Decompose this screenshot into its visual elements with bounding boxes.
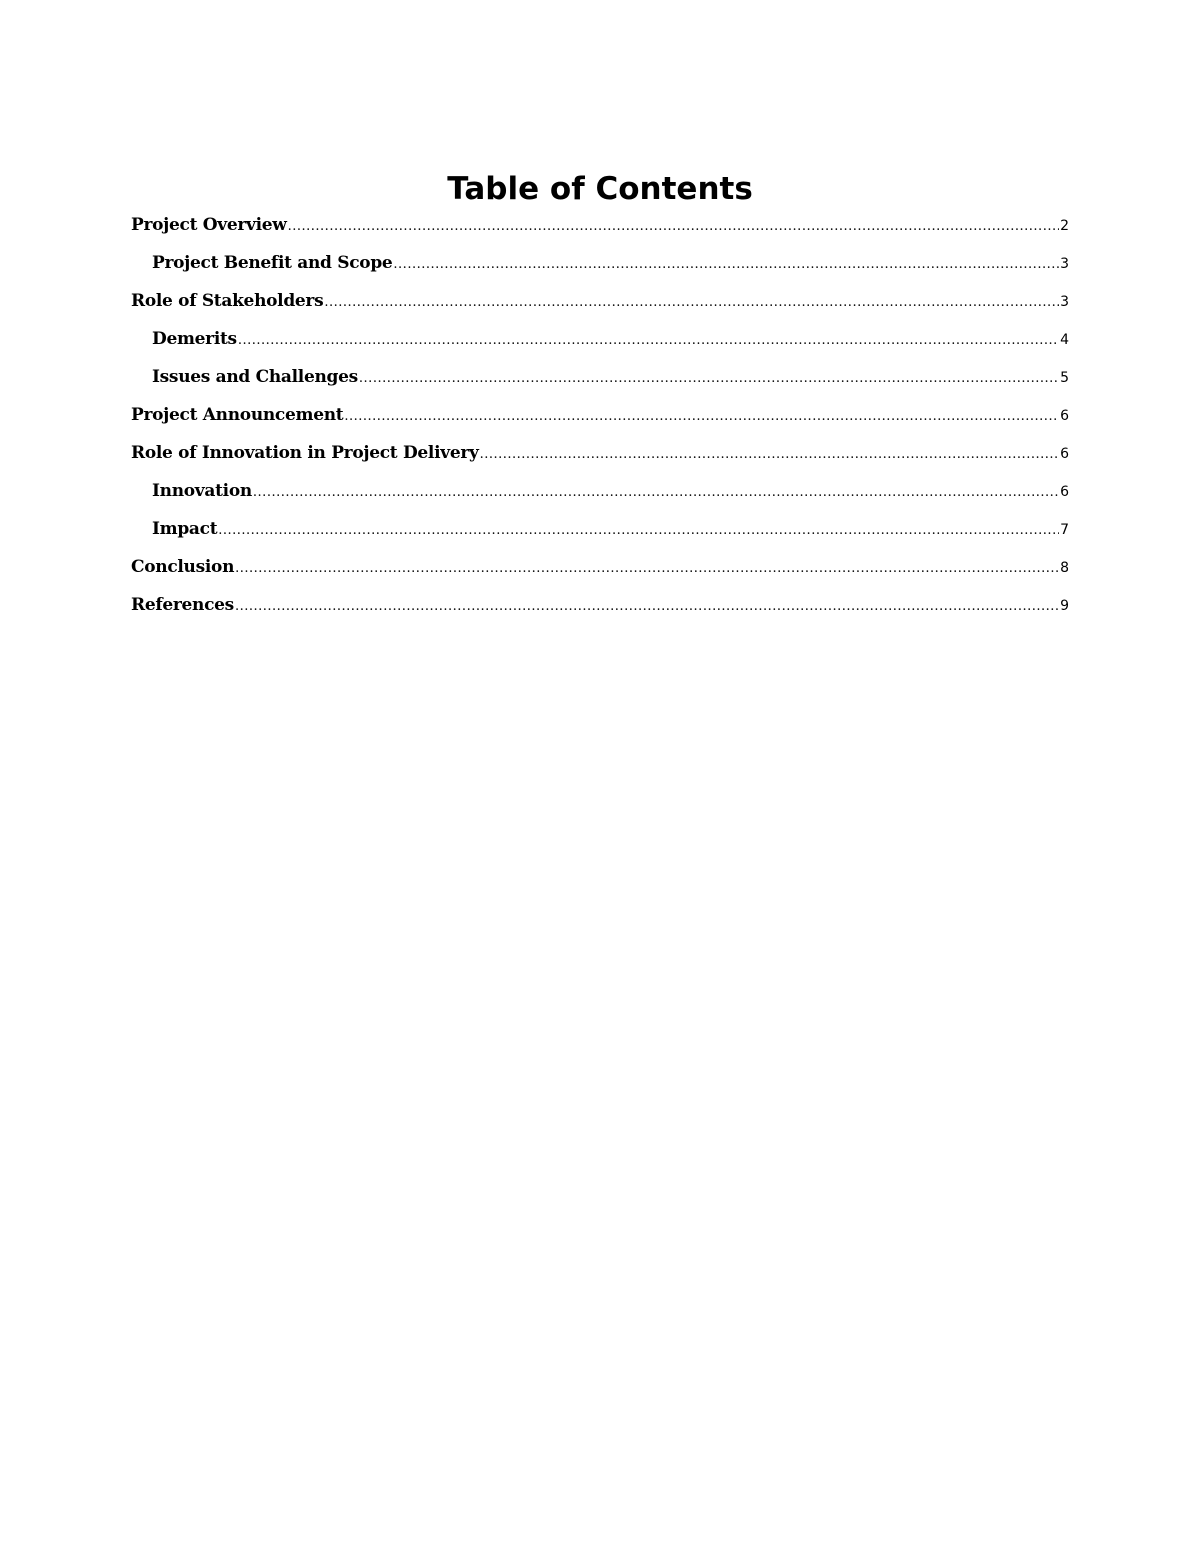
toc-entry-text: Demerits	[152, 329, 237, 349]
toc-entry-text: Project Overview	[131, 215, 287, 235]
toc-dot-leader	[235, 551, 1059, 587]
toc-entry-text: Issues and Challenges	[152, 367, 358, 387]
toc-entry[interactable]	[131, 549, 1069, 587]
toc-entry-text: Project Announcement	[131, 405, 344, 425]
toc-title: Table of Contents	[447, 171, 753, 207]
toc-entry[interactable]	[131, 359, 1069, 397]
toc-entry[interactable]	[131, 283, 1069, 321]
toc-dot-leader	[218, 513, 1059, 549]
toc-page-number: 2	[1060, 218, 1069, 234]
toc-page-number: 3	[1060, 294, 1069, 310]
toc-dot-leader	[235, 589, 1059, 625]
toc-page-number: 8	[1060, 560, 1069, 576]
toc-entry-text: Role of Stakeholders	[131, 291, 324, 311]
toc-entry[interactable]	[131, 397, 1069, 435]
toc-dot-leader	[324, 285, 1059, 321]
toc-entry[interactable]	[131, 321, 1069, 359]
toc-dot-leader	[288, 209, 1059, 245]
toc-dot-leader	[253, 475, 1059, 511]
toc-dot-leader	[480, 437, 1060, 473]
toc-entry-text: Impact	[152, 519, 218, 539]
toc-dot-leader	[393, 247, 1059, 283]
toc-page-number: 6	[1060, 484, 1069, 500]
toc-page-number: 6	[1060, 408, 1069, 424]
toc-entry[interactable]	[131, 435, 1069, 473]
toc-entry[interactable]	[131, 207, 1069, 245]
toc-entry[interactable]	[131, 587, 1069, 625]
toc-entry-text: Innovation	[152, 481, 252, 501]
toc-entry[interactable]	[131, 511, 1069, 549]
toc-entry-text: Role of Innovation in Project Delivery	[131, 443, 479, 463]
toc-page-number: 3	[1060, 256, 1069, 272]
toc-entry-text: References	[131, 595, 234, 615]
toc-page-number: 5	[1060, 370, 1069, 386]
toc-page-number: 4	[1060, 332, 1069, 348]
toc-page-number: 6	[1060, 446, 1069, 462]
toc-page-number: 9	[1060, 598, 1069, 614]
toc-entry[interactable]	[131, 473, 1069, 511]
toc-entry-text: Project Benefit and Scope	[152, 253, 393, 273]
toc-entry-text: Conclusion	[131, 557, 235, 577]
toc-dot-leader	[359, 361, 1059, 397]
toc-dot-leader	[344, 399, 1059, 435]
toc-entry[interactable]	[131, 245, 1069, 283]
toc-list	[131, 207, 1069, 625]
toc-dot-leader	[238, 323, 1059, 359]
toc-page-number: 7	[1060, 522, 1069, 538]
